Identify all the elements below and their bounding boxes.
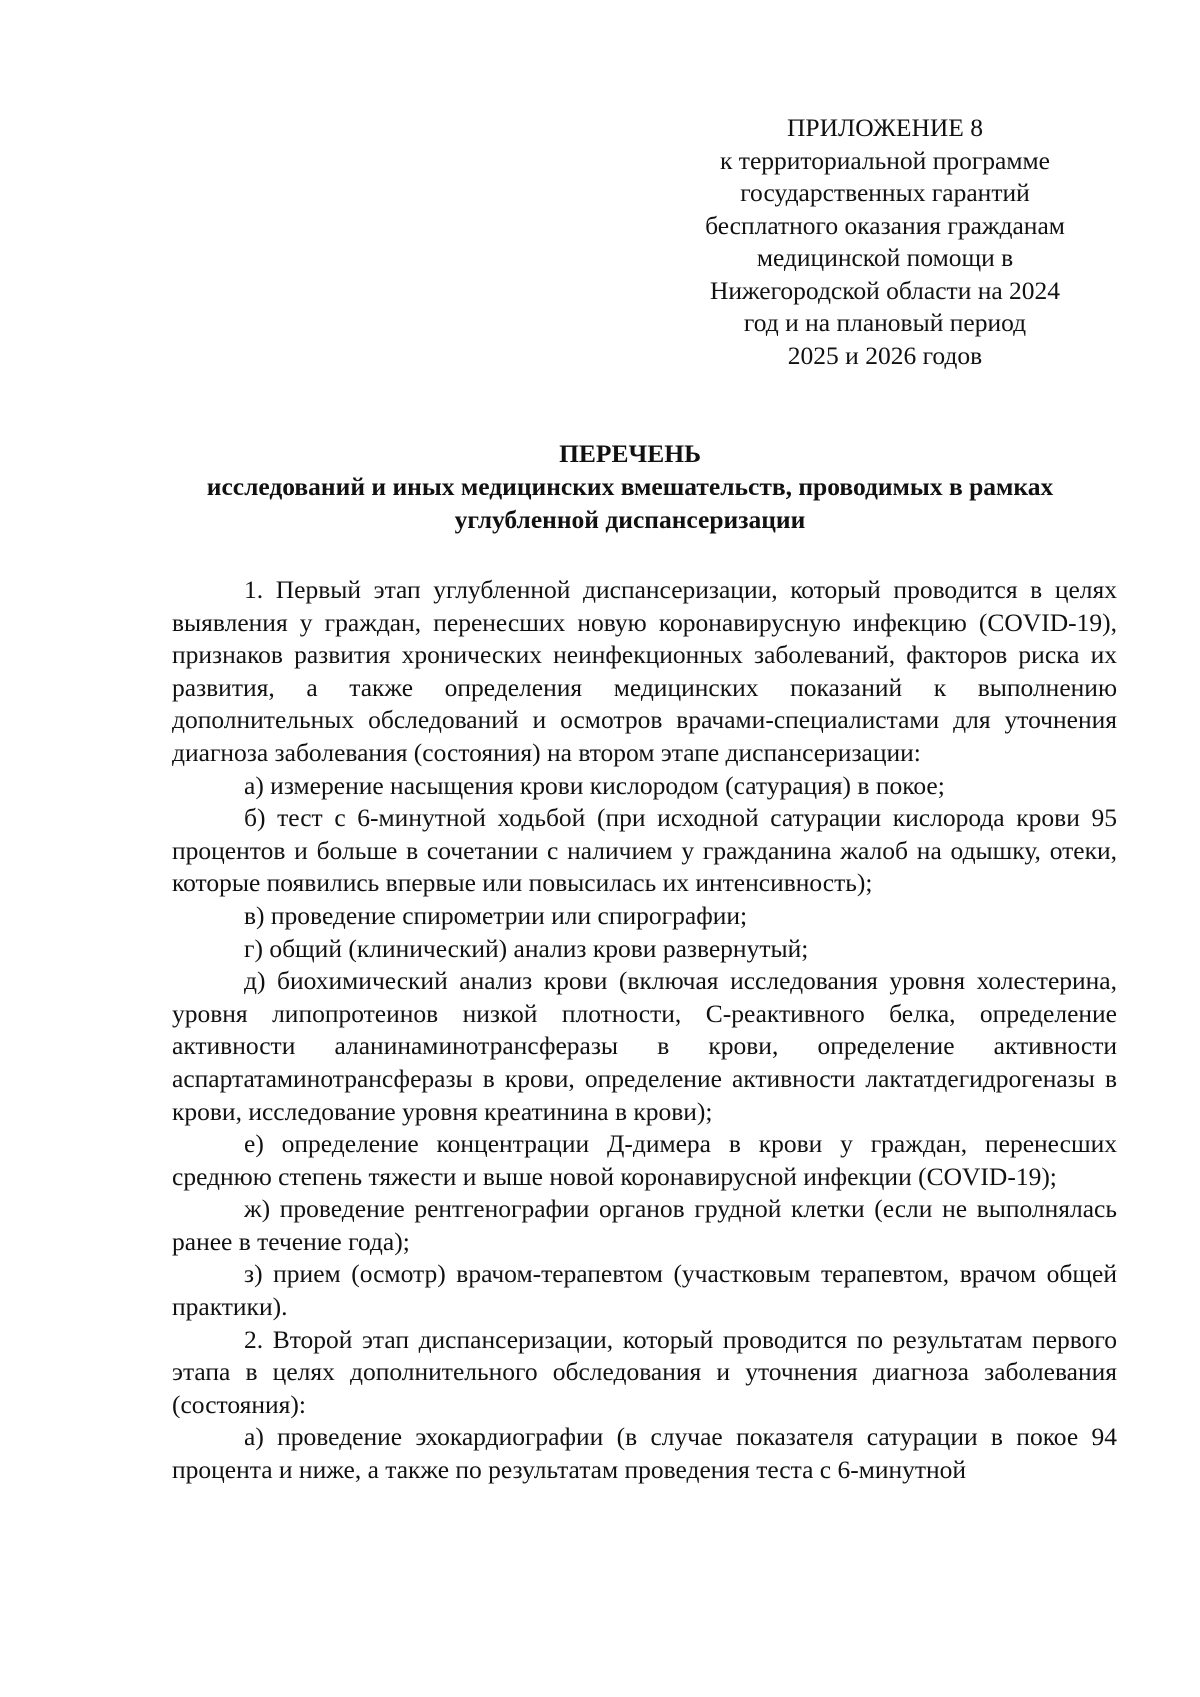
document-title [160, 437, 1100, 536]
appendix-line: год и на плановый период [743, 308, 1027, 337]
paragraph-stage-2-intro: 2. Второй этап диспансеризации, который проводится по результатам первого этапа в целях дополнительного обследования и уточнения диагноза заболевания (состояния): [172, 1324, 1117, 1419]
appendix-line: к территориальной программе [720, 145, 1050, 175]
appendix-header [680, 112, 1090, 372]
appendix-line: ПРИЛОЖЕНИЕ 8 [786, 113, 984, 142]
list-item-e-d-dimer: е) определение концентрации Д-димера в крови у граждан, перенесших среднюю степень тяжести и выше новой коронавирусной инфекции (COVID-19); [172, 1129, 1117, 1191]
list-item-a-echocardiography: а) проведение эхокардиографии (в случае показателя сатурации в покое 94 процента и ниже, а также по результатам проведения теста с 6-минутной [172, 1422, 1117, 1485]
appendix-line: бесплатного оказания гражданам [705, 210, 1065, 240]
title-subtitle-line-1: исследований и иных медицинских вмешательств, проводимых в рамках [206, 472, 1054, 501]
appendix-line: медицинской помощи в [756, 243, 1014, 272]
appendix-line: 2025 и 2026 годов [787, 340, 983, 370]
title-heading: ПЕРЕЧЕНЬ [559, 439, 701, 468]
paragraph-stage-1-intro: 1. Первый этап углубленной диспансеризации, который проводится в целях выявления у граждан, перенесших новую коронавирусную инфекцию (COVID-19), признаков развития хронических неинфекционных заболеваний, факторов риска их развития, а также определения медицинских показаний к выполнению дополнительных обследований и осмотров врачами-специалистами для уточнения диагноза заболевания (состояния) на втором этапе диспансеризации: [172, 575, 1117, 767]
list-item-z-therapist: з) прием (осмотр) врачом-терапевтом (участковым терапевтом, врачом общей практики). [172, 1259, 1117, 1322]
list-item-d-biochemistry: д) биохимический анализ крови (включая исследования уровня холестерина, уровня липопротеинов низкой плотности, С-реактивного белка, определение активности аланинаминотрансферазы в крови, определение активности аспартатаминотрансферазы в крови, определение активности лактатдегидрогеназы в крови, исследование уровня креатинина в крови); [172, 966, 1117, 1126]
document-body [172, 574, 1117, 1487]
appendix-line: государственных гарантий [740, 178, 1030, 207]
title-subtitle-line-2: углубленной диспансеризации [454, 505, 806, 534]
appendix-line: Нижегородской области на 2024 [709, 275, 1061, 305]
list-item-b-walk-test: б) тест с 6-минутной ходьбой (при исходной сатурации кислорода крови 95 процентов и больше в сочетании с наличием у гражданина жалоб на одышку, отеки, которые появились впервые или повысилась их интенсивность); [172, 803, 1117, 898]
list-item-a-saturation: а) измерение насыщения крови кислородом (сатурация) в покое; [244, 770, 945, 800]
list-item-v-spirometry: в) проведение спирометрии или спирографии; [244, 900, 748, 930]
list-item-zh-xray: ж) проведение рентгенографии органов грудной клетки (если не выполнялась ранее в течение года); [172, 1194, 1117, 1256]
list-item-g-blood-test: г) общий (клинический) анализ крови развернутый; [244, 933, 809, 963]
